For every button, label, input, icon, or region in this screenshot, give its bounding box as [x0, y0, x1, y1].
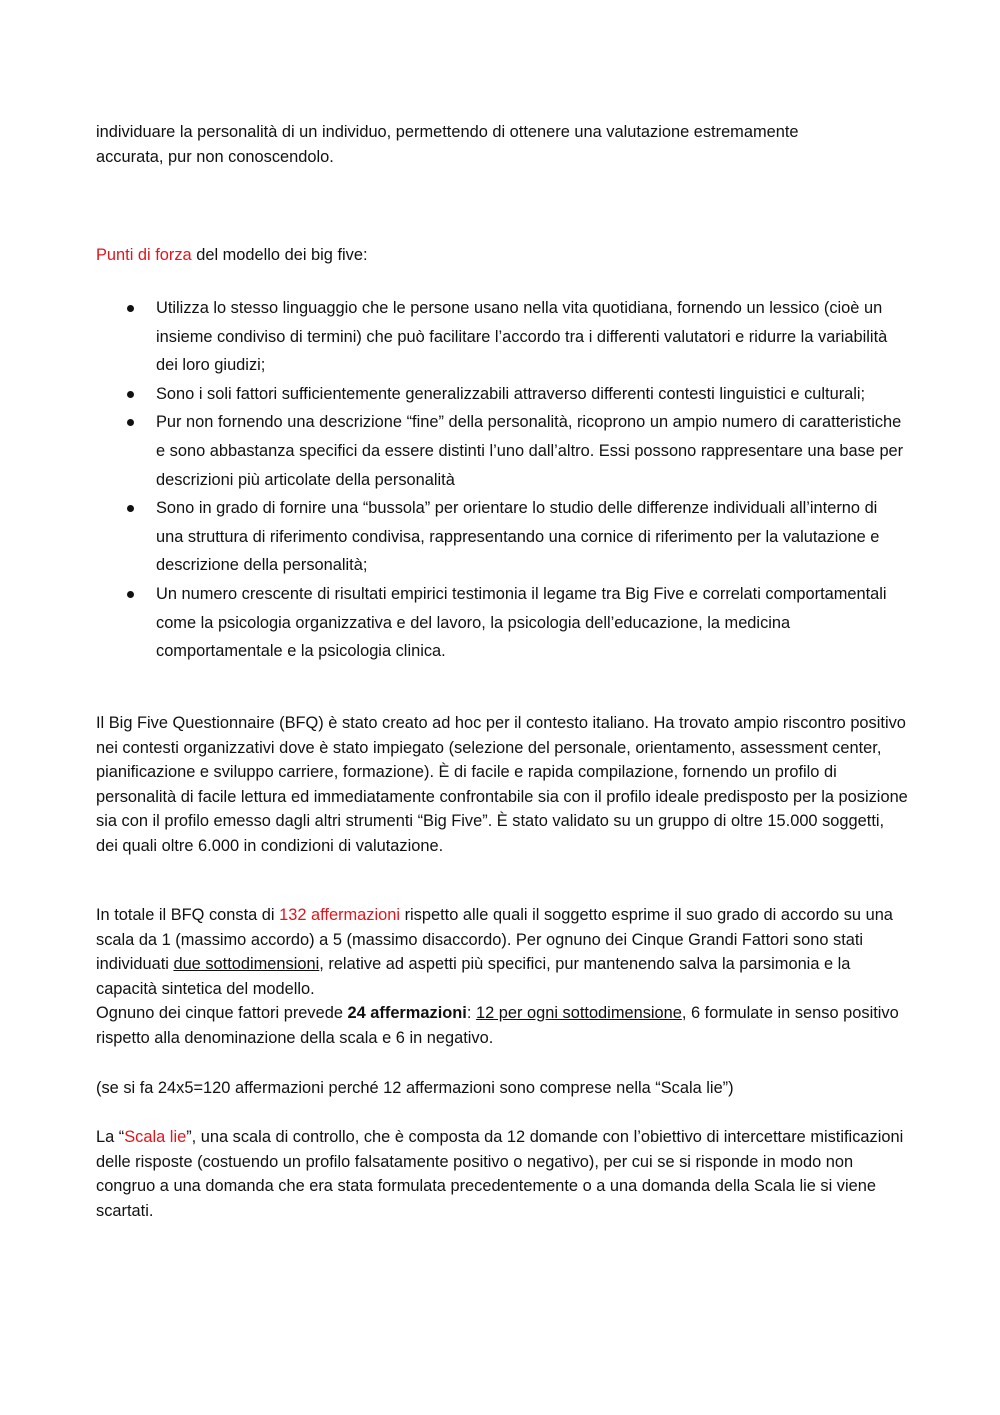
list-item: [96, 494, 908, 580]
list-item: [96, 580, 908, 666]
bullet-dot-icon: [127, 419, 134, 426]
lie-scale-highlight: Scala lie: [124, 1128, 187, 1146]
total-text-5: , 6 formulate in senso positivo rispetto alla denominazione della scala e 6 in negativo.: [96, 1004, 899, 1047]
list-item: [96, 408, 908, 494]
affirmations-count: 132 affermazioni: [279, 906, 401, 924]
total-colon: :: [466, 1004, 476, 1023]
lie-scale-paragraph: [96, 1125, 908, 1223]
bullet-dot-icon: [127, 305, 134, 312]
total-text-3: , relative ad aspetti più specifici, pur mantenendo salva la parsimonia e la capacità sintetica del modello.: [96, 955, 851, 998]
bullet-dot-icon: [127, 591, 134, 598]
affirmations-per-factor: 24 affermazioni: [347, 1004, 467, 1023]
total-text-2: rispetto alle quali il soggetto esprime il suo grado di accordo su una scala da 1 (massimo accordo) a 5 (massimo disaccordo). Per ognuno dei Cinque Grandi Fattori sono stati individuati: [96, 906, 893, 974]
strengths-heading-rest: del modello dei big five:: [191, 246, 368, 264]
intro-line-1: individuare la personalità di un individuo, permettendo di ottenere una valutazione estremamente: [96, 123, 799, 141]
bullet-dot-icon: [127, 391, 134, 398]
total-text-4: Ognuno dei cinque fattori prevede: [96, 1004, 348, 1023]
bullet-dot-icon: [127, 505, 134, 512]
lie-text-pre: La “: [96, 1128, 125, 1146]
strengths-heading: [96, 243, 908, 268]
intro-paragraph: [96, 120, 908, 169]
bfq-paragraph: Il Big Five Questionnaire (BFQ) è stato creato ad hoc per il contesto italiano. Ha trovato ampio riscontro positivo nei contesti organizzativi dove è stato impiegato (selezione del personale, orientamento, assessment center, pianificazione e sviluppo carriere, formazione). È di facile e rapida compilazione, fornendo un profilo di personalità di facile lettura ed immediatamente confrontabile sia con il profilo ideale predisposto per la posizione sia con il profilo emesso dagli altri strumenti “Big Five”. È stato validato su un gruppo di oltre 15.000 soggetti, dei quali oltre 6.000 in condizioni di valutazione.: [96, 714, 908, 855]
list-item-text: Sono in grado di fornire una “bussola” per orientare lo studio delle differenze individuali all’interno di una struttura di riferimento condivisa, rappresentando una cornice di riferimento per la valutazione e descrizione della personalità;: [156, 499, 880, 575]
total-text-1: In totale il BFQ consta di: [96, 906, 280, 924]
note-paragraph: (se si fa 24x5=120 affermazioni perché 12 affermazioni sono comprese nella “Scala lie”): [96, 1079, 734, 1097]
lie-text-post: ”, una scala di controllo, che è composta da 12 domande con l’obiettivo di intercettare mistificazioni delle risposte (costuendo un profilo falsatamente positivo o negativo), per cui se si risponde in modo non congruo a una domanda che era stata formulata precedentemente o a una domanda della Scala lie si viene scartati.: [96, 1128, 904, 1220]
list-item: [96, 294, 908, 380]
strengths-heading-highlight: Punti di forza: [96, 246, 192, 264]
strengths-list: [96, 294, 908, 666]
total-paragraph: [96, 903, 908, 1051]
list-item-text: Un numero crescente di risultati empirici testimonia il legame tra Big Five e correlati comportamentali come la psicologia organizzativa e del lavoro, la psicologia dell’educazione, la medicina comportamentale e la psicologia clinica.: [156, 584, 887, 661]
subdimensions-underlined: due sottodimensioni: [173, 955, 320, 974]
intro-line-2: accurata, pur non conoscendolo.: [96, 147, 334, 166]
list-item-text: Sono i soli fattori sufficientemente generalizzabili attraverso differenti contesti linguistici e culturali;: [156, 384, 866, 403]
list-item-text: Pur non fornendo una descrizione “fine” della personalità, ricoprono un ampio numero di caratteristiche e sono abbastanza specifici da essere distinti l’uno dall’altro. Essi possono rappresentare una base per descrizioni più articolate della personalità: [156, 413, 904, 489]
per-subdimension-underlined: 12 per ogni sottodimensione: [475, 1004, 682, 1023]
list-item-text: Utilizza lo stesso linguaggio che le persone usano nella vita quotidiana, fornendo un lessico (cioè un insieme condiviso di termini) che può facilitare l’accordo tra i differenti valutatori e ridurre la variabilità dei loro giudizi;: [156, 299, 888, 375]
list-item: [96, 380, 908, 409]
